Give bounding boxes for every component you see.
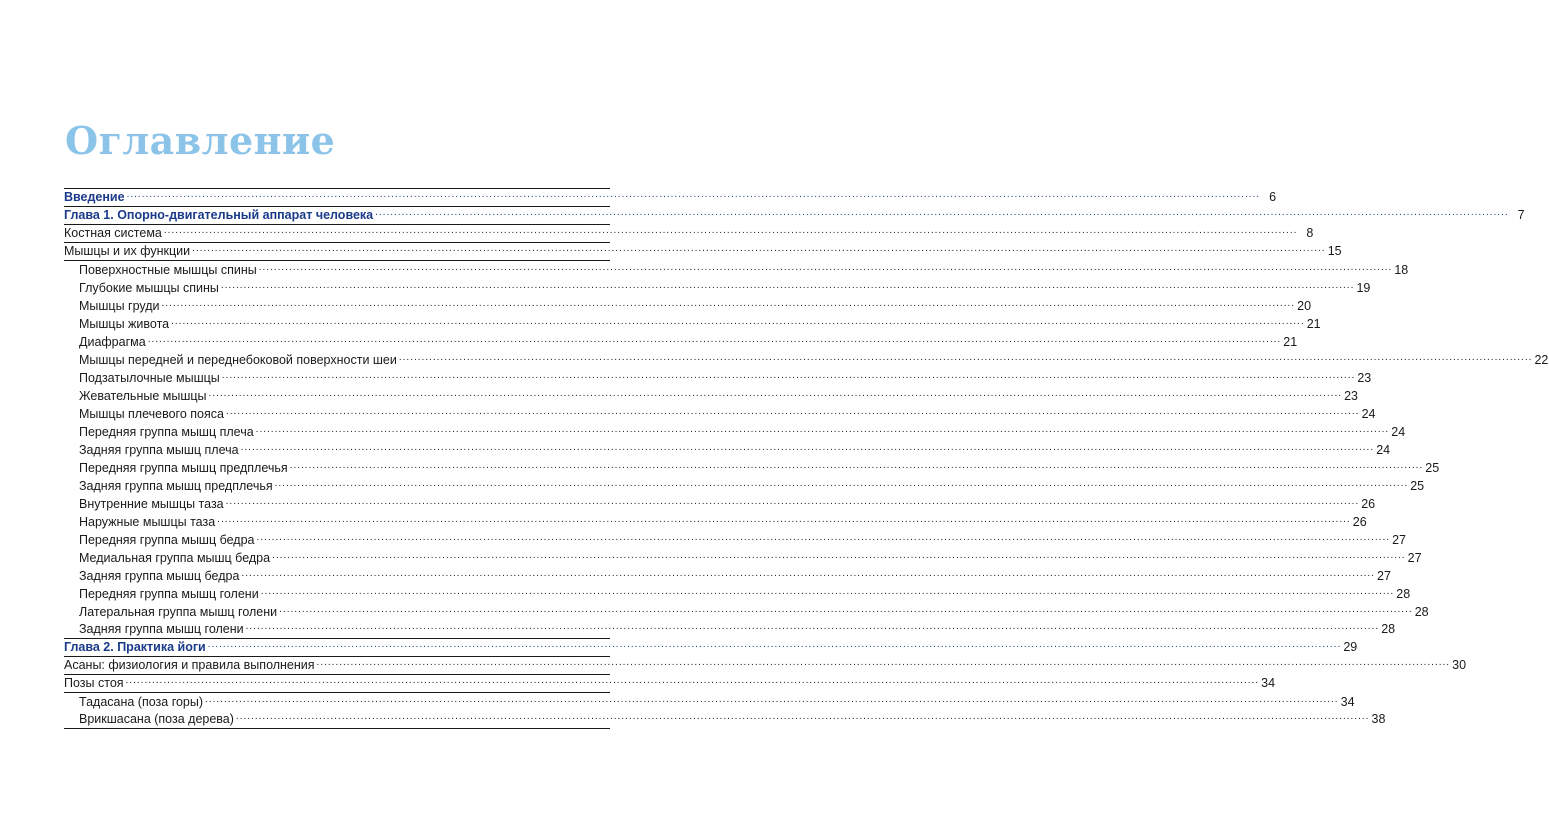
toc-page-number: 6 — [1269, 190, 1277, 204]
dot-leader: ............................................................................................................................................................................................................................................................................................................ — [279, 604, 1413, 615]
dot-leader: ............................................................................................................................................................................................................................................................................................................ — [256, 532, 1390, 543]
toc-entry-label: Передняя группа мышц голени — [79, 587, 259, 601]
dot-leader: ............................................................................................................................................................................................................................................................................................................ — [240, 442, 1375, 453]
toc-page-number: 19 — [1356, 281, 1371, 295]
dot-leader: ............................................................................................................................................................................................................................................................................................................ — [125, 675, 1260, 686]
toc-entry-label: Латеральная группа мышц голени — [79, 605, 278, 619]
dot-leader: ............................................................................................................................................................................................................................................................................................................ — [225, 406, 1360, 417]
toc-page-number: 23 — [1357, 371, 1372, 385]
dot-leader: ............................................................................................................................................................................................................................................................................................................ — [225, 496, 1360, 507]
toc-page-number: 24 — [1361, 407, 1376, 421]
dot-leader: ............................................................................................................................................................................................................................................................................................................ — [147, 334, 1282, 345]
toc-page-number: 7 — [1517, 208, 1525, 222]
toc-page-number: 15 — [1327, 244, 1342, 258]
dot-leader: ............................................................................................................................................................................................................................................................................................................ — [208, 388, 1343, 399]
dot-leader: ............................................................................................................................................................................................................................................................................................................ — [245, 621, 1380, 632]
toc-page-number: 25 — [1425, 461, 1440, 475]
toc-entry-label: Мышцы плечевого пояса — [79, 407, 224, 421]
toc-entry-label: Задняя группа мышц предплечья — [79, 479, 273, 493]
toc-page-number: 21 — [1283, 335, 1298, 349]
toc-entry-label: Внутренние мышцы таза — [79, 497, 224, 511]
toc-entry-label: Тадасана (поза горы) — [79, 695, 204, 709]
dot-leader: ............................................................................................................................................................................................................................................................................................................ — [289, 460, 1424, 471]
toc-entry-label: Передняя группа мышц плеча — [79, 425, 254, 439]
toc-entry-label: Наружные мышцы таза — [79, 515, 216, 529]
dot-leader: ............................................................................................................................................................................................................................................................................................................ — [316, 657, 1451, 668]
toc-entry-label: Мышцы живота — [79, 317, 170, 331]
toc-entry-label: Задняя группа мышц бедра — [79, 569, 240, 583]
dot-leader: ............................................................................................................................................................................................................................................................................................................ — [126, 189, 1261, 200]
dot-leader: ............................................................................................................................................................................................................................................................................................................ — [163, 225, 1298, 236]
toc-entry-label: Жевательные мышцы — [79, 389, 207, 403]
dot-leader: ............................................................................................................................................................................................................................................................................................................ — [205, 694, 1339, 705]
toc-entry-label: Подзатылочные мышцы — [79, 371, 220, 385]
toc-page-number: 26 — [1361, 497, 1376, 511]
toc-entry-label: Костная система — [64, 226, 162, 240]
toc-page-number: 26 — [1352, 515, 1367, 529]
page-title: Оглавление — [65, 118, 336, 163]
toc-page-number: 27 — [1392, 533, 1406, 547]
toc-entry-label: Глава 1. Опорно-двигательный аппарат человека — [64, 208, 374, 222]
toc-entry-label: Введение — [64, 190, 125, 204]
toc-entry-label: Передняя группа мышц предплечья — [79, 461, 288, 475]
dot-leader: ............................................................................................................................................................................................................................................................................................................ — [260, 586, 1395, 597]
dot-leader: ............................................................................................................................................................................................................................................................................................................ — [398, 352, 1533, 363]
toc-entry-label: Задняя группа мышц плеча — [79, 443, 239, 457]
dot-leader: ............................................................................................................................................................................................................................................................................................................ — [255, 424, 1390, 435]
toc-page-number: 25 — [1410, 479, 1425, 493]
toc-entry-label: Глубокие мышцы спины — [79, 281, 219, 295]
toc-entry-label: Мышцы передней и переднебоковой поверхности шеи — [79, 353, 397, 367]
toc-entry-label: Глава 2. Практика йоги — [64, 640, 206, 654]
toc-page-number: 18 — [1394, 263, 1409, 277]
dot-leader: ............................................................................................................................................................................................................................................................................................................ — [217, 514, 1351, 525]
toc-page-number: 23 — [1344, 389, 1359, 403]
toc-subsection-entry[interactable] — [64, 711, 1386, 729]
toc-entry-label: Позы стоя — [64, 676, 124, 690]
dot-leader: ............................................................................................................................................................................................................................................................................................................ — [221, 370, 1356, 381]
toc-page-number: 34 — [1340, 695, 1355, 709]
toc-entry-label: Поверхностные мышцы спины — [79, 263, 257, 277]
toc-entry-label: Мышцы груди — [79, 299, 160, 313]
toc-page-number: 34 — [1261, 676, 1276, 690]
toc-page-number: 27 — [1407, 551, 1422, 565]
toc-page-number: 28 — [1414, 605, 1429, 619]
toc-page-number: 20 — [1297, 299, 1312, 313]
toc-page-number: 28 — [1381, 622, 1396, 636]
dot-leader: ............................................................................................................................................................................................................................................................................................................ — [171, 316, 1305, 327]
dot-leader: ............................................................................................................................................................................................................................................................................................................ — [274, 478, 1409, 489]
dot-leader: ............................................................................................................................................................................................................................................................................................................ — [241, 568, 1375, 579]
dot-leader: ............................................................................................................................................................................................................................................................................................................ — [207, 639, 1342, 650]
toc-entry-label: Медиальная группа мышц бедра — [79, 551, 271, 565]
toc-page-number: 22 — [1534, 353, 1549, 367]
toc-page-number: 27 — [1377, 569, 1391, 583]
toc-page-number: 24 — [1376, 443, 1391, 457]
toc-page-number: 28 — [1396, 587, 1411, 601]
toc-entry-label: Передняя группа мышц бедра — [79, 533, 255, 547]
dot-leader: ............................................................................................................................................................................................................................................................................................................ — [272, 550, 1406, 561]
toc-entry-label: Диафрагма — [79, 335, 146, 349]
dot-leader: ............................................................................................................................................................................................................................................................................................................ — [220, 280, 1355, 291]
dot-leader: ............................................................................................................................................................................................................................................................................................................ — [192, 243, 1326, 254]
dot-leader: ............................................................................................................................................................................................................................................................................................................ — [375, 207, 1509, 218]
dot-leader: ............................................................................................................................................................................................................................................................................................................ — [161, 298, 1296, 309]
dot-leader: ............................................................................................................................................................................................................................................................................................................ — [235, 711, 1370, 722]
toc-page-number: 30 — [1452, 658, 1467, 672]
toc-page-number: 24 — [1391, 425, 1406, 439]
toc-page-number: 29 — [1343, 640, 1358, 654]
toc-page-number: 8 — [1306, 226, 1314, 240]
dot-leader: ............................................................................................................................................................................................................................................................................................................ — [258, 262, 1393, 273]
toc-entry-label: Врикшасана (поза дерева) — [79, 712, 234, 726]
toc-page-number: 38 — [1371, 712, 1386, 726]
toc-entry-label: Асаны: физиология и правила выполнения — [64, 658, 315, 672]
toc-page-number: 21 — [1306, 317, 1321, 331]
toc-entry-label: Мышцы и их функции — [64, 244, 191, 258]
table-of-contents — [64, 188, 1549, 729]
toc-entry-label: Задняя группа мышц голени — [79, 622, 244, 636]
